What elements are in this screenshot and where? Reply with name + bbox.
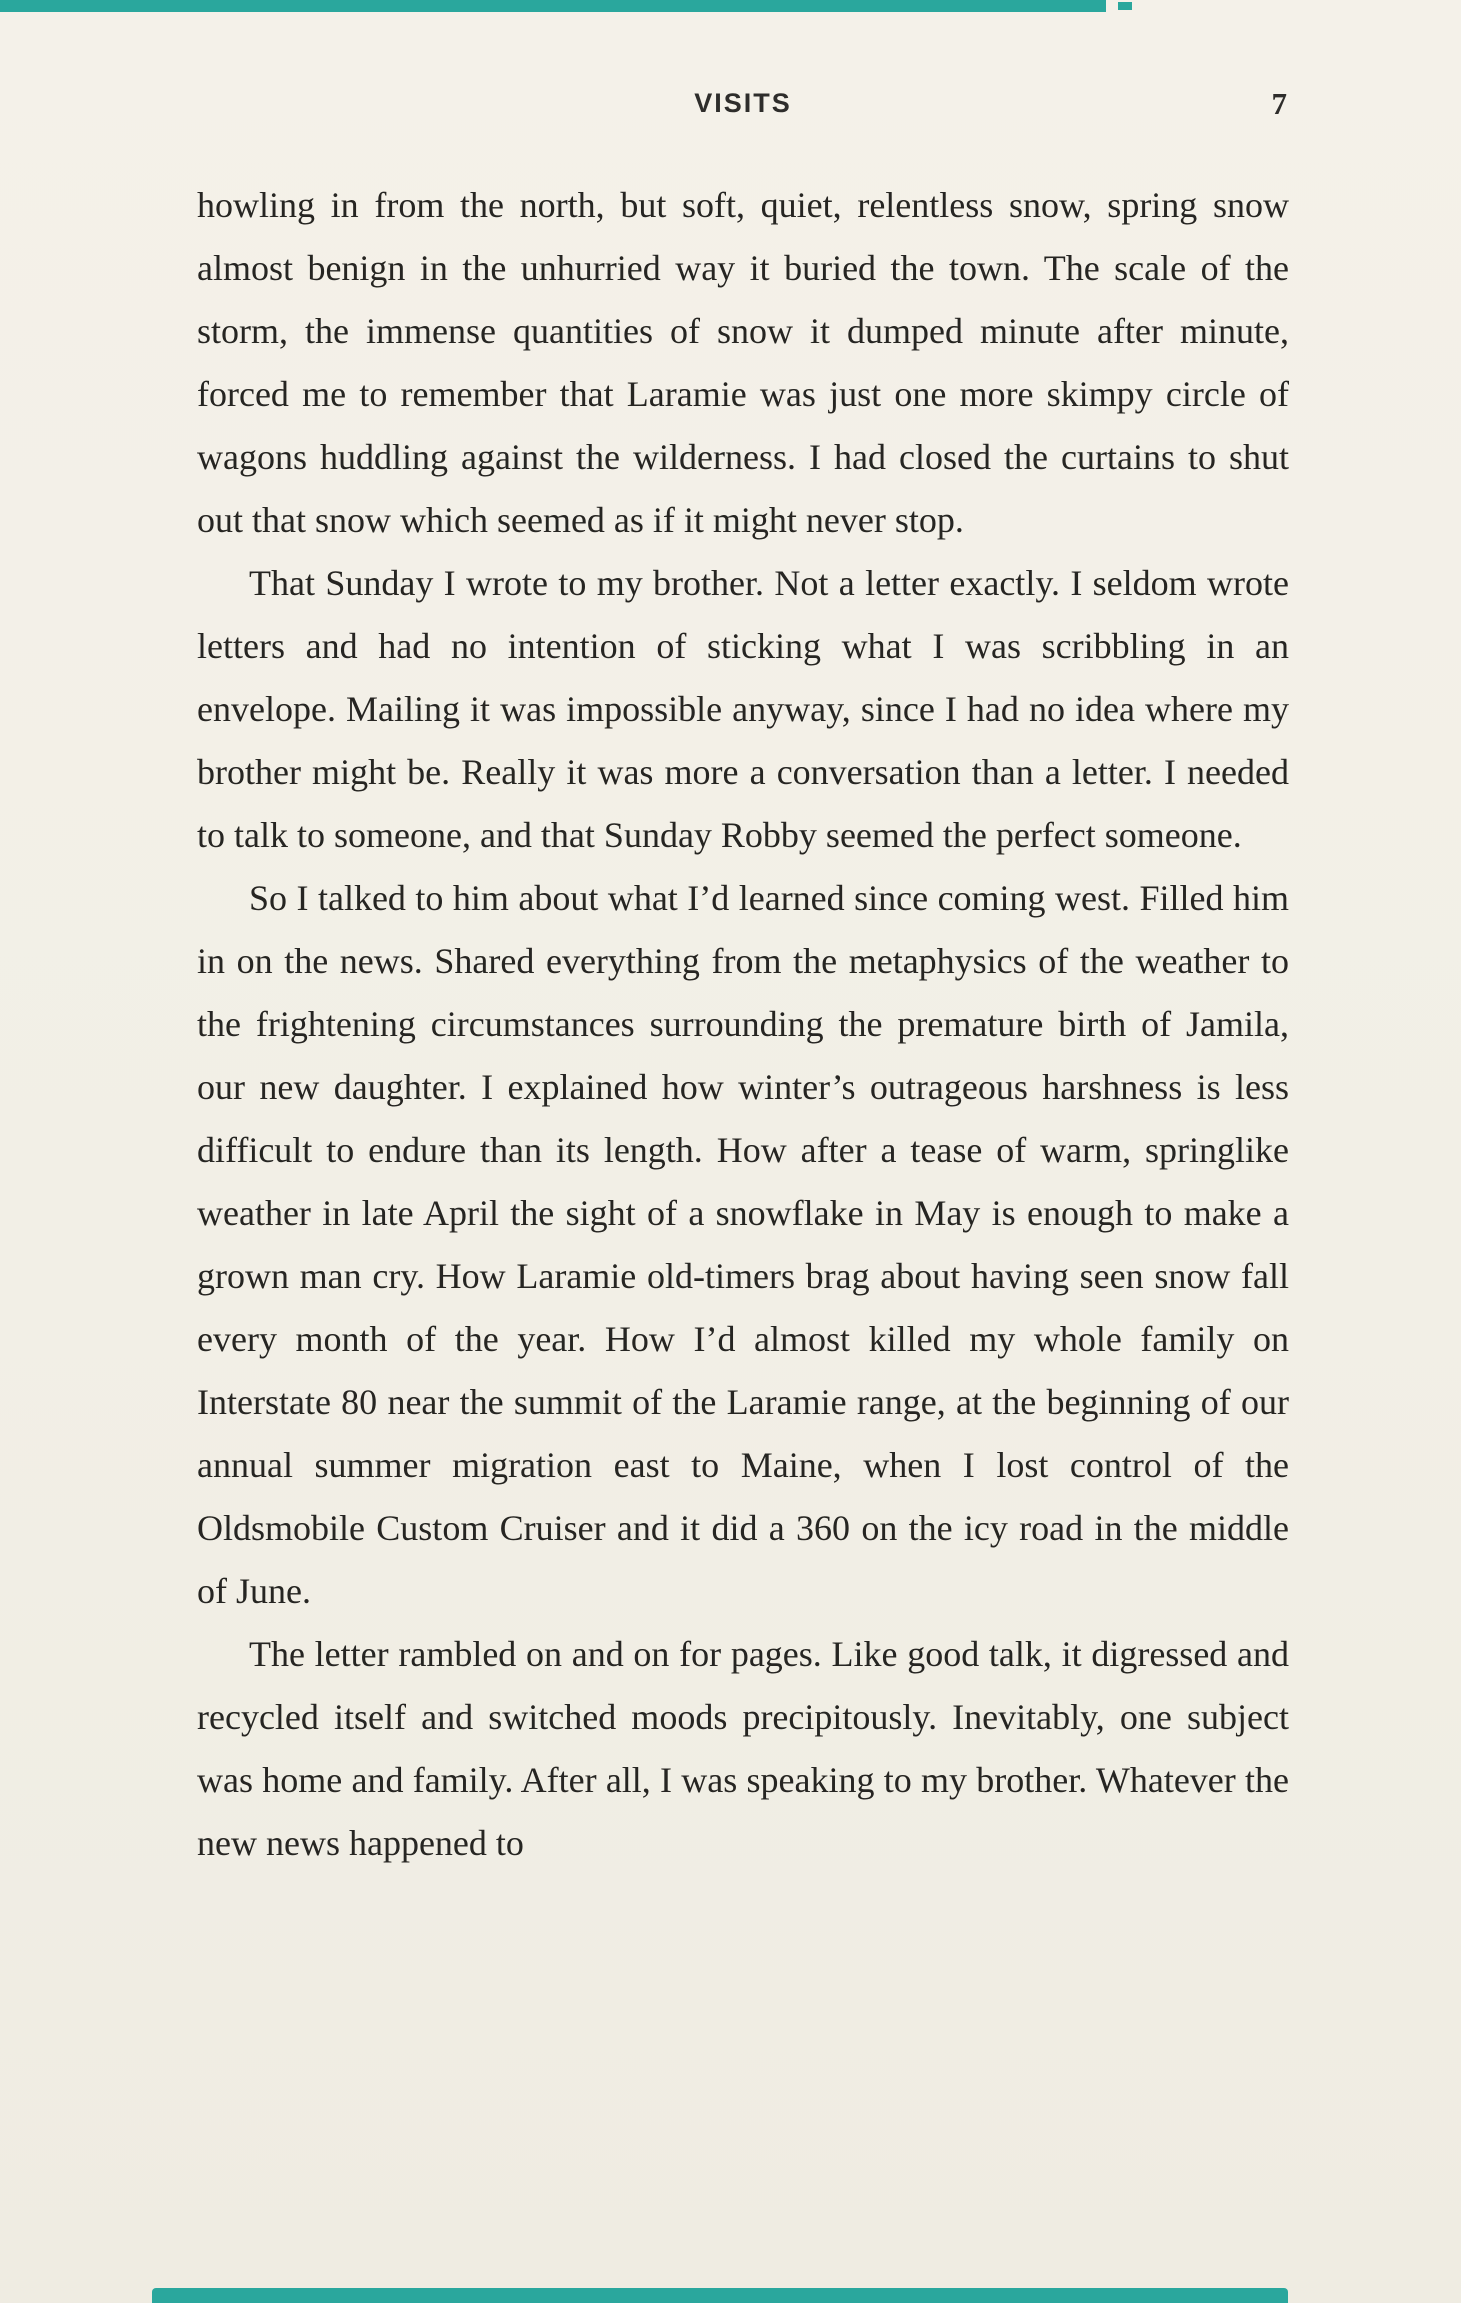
cover-edge-top-dash xyxy=(1118,2,1132,10)
running-head: VISITS xyxy=(694,88,792,118)
paragraph: So I talked to him about what I’d learned since coming west. Filled him in on the news. Shared everything from the metaphysics of the weather to the frightening circumstances surrounding the premature birth of Jamila, our new daughter. I explained how winter’s outrageous harshness is less difficult to endure than its length. How after a tease of warm, springlike weather in late April the sight of a snowflake in May is enough to make a grown man cry. How Laramie old-timers brag about having seen snow fall every month of the year. How I’d almost killed my whole family on Interstate 80 near the summit of the Laramie range, at the beginning of our annual summer migration east to Maine, when I lost control of the Oldsmobile Custom Cruiser and it did a 360 on the icy road in the middle of June. xyxy=(197,878,1289,1611)
cover-edge-bottom-strip xyxy=(152,2288,1288,2303)
body-text xyxy=(197,174,1289,1875)
paragraph: That Sunday I wrote to my brother. Not a letter exactly. I seldom wrote letters and had no intention of sticking what I was scribbling in an envelope. Mailing it was impossible anyway, since I had no idea where my brother might be. Really it was more a conversation than a letter. I needed to talk to someone, and that Sunday Robby seemed the perfect someone. xyxy=(197,563,1289,855)
page-number: 7 xyxy=(1271,86,1287,121)
page-header xyxy=(197,88,1289,132)
page-content xyxy=(197,88,1289,1875)
paragraph: The letter rambled on and on for pages. Like good talk, it digressed and recycled itself and switched moods precipitously. Inevitably, one subject was home and family. After all, I was speaking to my brother. Whatever the new news happened to xyxy=(197,1634,1289,1863)
cover-edge-top-strip xyxy=(0,0,1106,12)
paragraph: howling in from the north, but soft, quiet, relentless snow, spring snow almost benign in the unhurried way it buried the town. The scale of the storm, the immense quantities of snow it dumped minute after minute, forced me to remember that Laramie was just one more skimpy circle of wagons huddling against the wilderness. I had closed the curtains to shut out that snow which seemed as if it might never stop. xyxy=(197,185,1289,540)
